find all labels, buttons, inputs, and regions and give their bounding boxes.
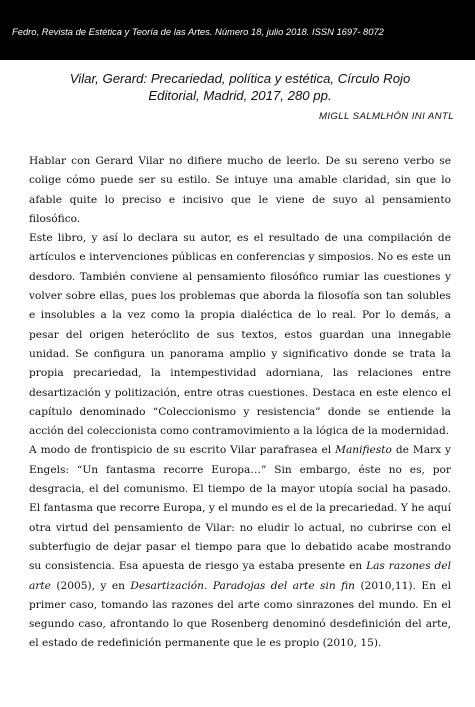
paragraph-3-part-a: A modo de frontispicio de su escrito Vilar parafrasea el	[29, 444, 336, 457]
manifiesto-title: Manifiesto	[335, 444, 392, 457]
paragraph-3-part-d: (2010,11). En el primer caso, tomando las razones del arte como sinrazones del mundo. En el segundo caso, afrontando lo que Rosenberg denominó desdefinición del arte, el estado de redefinición permanente que le es propio (2010, 15).	[29, 579, 451, 650]
journal-citation: Fedro, Revista de Estética y Teoría de las Artes. Número 18, julio 2018. ISSN 1697- 8072	[12, 26, 384, 37]
journal-header-band	[0, 0, 475, 60]
paragraph-2: Este libro, y así lo declara su autor, es el resultado de una compilación de artículos e intervenciones públicas en conferencias y simposios. No es este un desdoro. También conviene al pensamiento filosófico rumiar las cuestiones y volver sobre ellas, pues los problemas que aborda la filosofía son tan solubles e insolubles a la vez como la propia dialéctica de lo real. Por lo demás, a pesar del origen heteróclito de sus textos, estos guardan una innegable unidad. Se configura un panorama amplio y significativo donde se trata la propia precariedad, la intempestividad adorniana, las relaciones entre desartización y politización, entre otras cuestiones. Destaca en este elenco el capítulo denominado “Coleccionismo y resistencia” donde se entiende la acción del coleccionista como contramovimiento a la lógica de la modernidad.	[29, 232, 451, 438]
review-author: MIGLL SALMLHÓN INI ANTL	[318, 111, 454, 122]
paragraph-3-part-c: (2005), y en	[50, 579, 131, 592]
desartizacion-title: Desartización. Paradojas del arte sin fin	[130, 579, 356, 592]
paragraph-3	[29, 441, 451, 653]
razones-del-arte-title: Las razones del arte	[29, 560, 451, 592]
paragraph-1: Hablar con Gerard Vilar no difiere mucho de leerlo. De su sereno verbo se colige cómo puede ser su estilo. Se intuye una amable claridad, sin que lo afable quite lo preciso e incisivo que le viene de suyo al pensamiento filosófico.	[29, 155, 451, 225]
review-title	[20, 70, 460, 104]
review-title-line-2: Editorial, Madrid, 2017, 280 pp.	[148, 88, 332, 103]
paragraph-3-part-b: de Marx y Engels: “Un fantasma recorre Europa…” Sin embargo, éste no es, por desgracia, el del comunismo. El tiempo de la mayor utopía social ha pasado. El fantasma que recorre Europa, y el mundo es el de la precariedad. Y he aquí otra virtud del pensamiento de Vilar: no eludir lo actual, no cubrirse con el subterfugio de dejar pasar el tiempo para que lo debatido acabe mostrando su consistencia. Esa apuesta de riesgo ya estaba presente en	[29, 444, 451, 573]
review-title-line-1: Vilar, Gerard: Precariedad, política y estética, Círculo Rojo	[69, 71, 411, 86]
review-body	[29, 152, 451, 654]
